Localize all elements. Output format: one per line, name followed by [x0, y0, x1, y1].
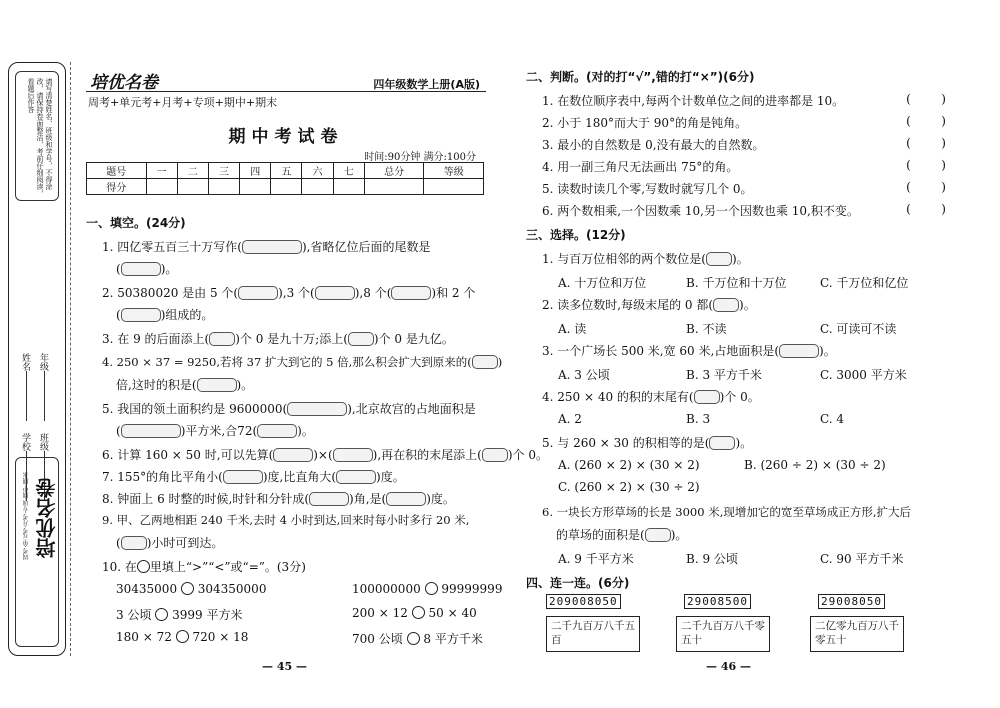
cut-line [70, 62, 71, 656]
section-title: 四、连一连。(6分) [526, 576, 630, 590]
choice-option[interactable]: B. (260 ÷ 2) × (30 ÷ 2) [744, 458, 886, 472]
choice-option[interactable]: A. 十万位和万位 [558, 276, 647, 290]
answer-blank[interactable] [287, 402, 347, 416]
choice-option[interactable]: B. 3 平方千米 [686, 368, 762, 382]
choice-option[interactable]: C. 90 平方千米 [820, 552, 904, 566]
table-cell: 一 [146, 163, 177, 179]
exam-meta: 时间:90分钟 满分:100分 [364, 152, 476, 163]
answer-blank[interactable] [482, 448, 508, 462]
section-title: 三、选择。(12分) [526, 228, 626, 242]
choice-option[interactable]: A. 2 [558, 412, 582, 426]
choice-question: 1. 与百万位相邻的两个数位是( )。 [542, 252, 749, 266]
field-grade[interactable]: 年级 [37, 353, 50, 421]
choice-option[interactable]: A. 读 [558, 322, 587, 336]
question-2: 2. 50380020 是由 5 个( ),3 个( ),8 个( )和 2 个 [102, 286, 476, 300]
compare-circle[interactable] [425, 582, 438, 595]
choice-question: 4. 250 × 40 的积的末尾有( )个 0。 [542, 390, 760, 404]
choice-option[interactable]: A. (260 × 2) × (30 × 2) [558, 458, 700, 472]
question-1: 1. 四亿零五百三十万写作( ),省略亿位后面的尾数是 [102, 240, 431, 254]
question-4-cont: 倍,这时的积是( )。 [116, 378, 254, 392]
question-9-cont: ( )小时可到达。 [116, 536, 224, 550]
judge-item: 5. 读数时读几个零,写数时就写几个 0。 ( ) [542, 180, 946, 196]
notice-box [15, 71, 59, 201]
word-box[interactable]: 二亿零九百万八千零五十 [810, 616, 904, 652]
answer-blank[interactable] [391, 286, 431, 300]
field-name[interactable]: 姓名 [19, 353, 32, 421]
answer-blank[interactable] [779, 344, 819, 358]
judge-answer[interactable]: ( ) [906, 114, 946, 128]
question-6: 6. 计算 160 × 50 时,可以先算( )×( ),再在积的末尾添上( )个 0。 [102, 448, 548, 462]
score-cell[interactable] [424, 179, 484, 195]
word-box[interactable]: 二千九百万八千零五十 [676, 616, 770, 652]
page-number: — 45 — [262, 660, 307, 673]
choice-option[interactable]: A. 9 千平方米 [558, 552, 634, 566]
answer-blank[interactable] [121, 536, 147, 550]
compare-item: 3 公顷 3999 平方米 [116, 608, 243, 622]
answer-blank[interactable] [121, 308, 161, 322]
score-cell[interactable] [146, 179, 177, 195]
notice-text: 请写清楚姓名、班级和学号，不得涂改，请保持卷面整洁，考前仔细阅读，看题后作答 [27, 78, 53, 197]
choice-option[interactable]: B. 不读 [686, 322, 727, 336]
judge-answer[interactable]: ( ) [906, 92, 946, 106]
page-number: — 46 — [706, 660, 751, 673]
table-cell: 七 [333, 163, 364, 179]
question-2-cont: ( )组成的。 [116, 308, 214, 322]
compare-item: 30435000 304350000 [116, 582, 267, 596]
choice-option[interactable]: C. 可读可不读 [820, 322, 897, 336]
judge-item: 3. 最小的自然数是 0,没有最大的自然数。 ( ) [542, 136, 946, 152]
answer-blank[interactable] [315, 286, 355, 300]
brand-sub: 周考·单元考·月考·专项·期中·期末 [23, 472, 30, 560]
judge-answer[interactable]: ( ) [906, 158, 946, 172]
answer-blank[interactable] [273, 448, 313, 462]
table-cell: 三 [208, 163, 239, 179]
answer-blank[interactable] [209, 332, 235, 346]
table-cell: 等级 [424, 163, 484, 179]
choice-option[interactable]: C. 4 [820, 412, 845, 426]
choice-question: 2. 读多位数时,每级末尾的 0 都( )。 [542, 298, 756, 312]
choice-question: 3. 一个广场长 500 米,宽 60 米,占地面积是( )。 [542, 344, 836, 358]
question-3: 3. 在 9 的后面添上( )个 0 是九十万;添上( )个 0 是九亿。 [102, 332, 454, 346]
judge-answer[interactable]: ( ) [906, 136, 946, 150]
compare-item: 100000000 99999999 [352, 582, 503, 596]
choice-option[interactable]: B. 9 公顷 [686, 552, 738, 566]
number-box[interactable]: 29008050 [818, 594, 885, 609]
score-cell[interactable] [177, 179, 208, 195]
compare-circle[interactable] [412, 606, 425, 619]
score-cell[interactable] [302, 179, 333, 195]
answer-blank[interactable] [706, 252, 732, 266]
brand-logo: 培优名卷 [35, 478, 59, 558]
table-cell: 得分 [87, 179, 147, 195]
table-cell: 五 [271, 163, 302, 179]
choice-option[interactable]: C. 3000 平方米 [820, 368, 907, 382]
choice-option[interactable]: B. 3 [686, 412, 711, 426]
number-box[interactable]: 209008050 [546, 594, 621, 609]
brand-box [15, 457, 59, 647]
score-cell[interactable] [240, 179, 271, 195]
binding-strip [8, 62, 66, 656]
section-title: 一、填空。(24分) [86, 216, 186, 230]
answer-blank[interactable] [333, 448, 373, 462]
question-9: 9. 甲、乙两地相距 240 千米,去时 4 小时到达,回来时每小时多行 20 米, [102, 513, 470, 527]
edition-label: 四年级数学上册(A版) [373, 78, 480, 91]
choice-option[interactable]: C. 千万位和亿位 [820, 276, 909, 290]
field-school[interactable]: 学校 [19, 433, 32, 501]
answer-blank[interactable] [121, 424, 181, 438]
table-cell: 二 [177, 163, 208, 179]
score-cell[interactable] [333, 179, 364, 195]
choice-question-cont: 的草场的面积是( )。 [556, 528, 688, 542]
judge-item: 1. 在数位顺序表中,每两个计数单位之间的进率都是 10。 ( ) [542, 92, 946, 108]
answer-blank[interactable] [257, 424, 297, 438]
number-box[interactable]: 29008500 [684, 594, 751, 609]
table-cell: 题号 [87, 163, 147, 179]
answer-blank[interactable] [709, 436, 735, 450]
score-table [86, 162, 484, 195]
judge-item: 6. 两个数相乘,一个因数乘 10,另一个因数也乘 10,积不变。 ( ) [542, 202, 946, 218]
question-5-cont: ( )平方米,合72( )。 [116, 424, 314, 438]
answer-blank[interactable] [223, 470, 263, 484]
judge-item: 4. 用一副三角尺无法画出 75°的角。 ( ) [542, 158, 946, 174]
score-cell[interactable] [208, 179, 239, 195]
judge-answer[interactable]: ( ) [906, 180, 946, 194]
choice-question: 6. 一块长方形草场的长是 3000 米,现增加它的宽至草场成正方形,扩大后 [542, 505, 912, 519]
question-7: 7. 155°的角比平角小( )度,比直角大( )度。 [102, 470, 405, 484]
compare-circle[interactable] [407, 632, 420, 645]
answer-blank[interactable] [336, 470, 376, 484]
table-cell: 四 [240, 163, 271, 179]
table-row [87, 163, 484, 179]
table-cell: 六 [302, 163, 333, 179]
judge-item: 2. 小于 180°而大于 90°的角是钝角。 ( ) [542, 114, 946, 130]
choice-option[interactable]: B. 千万位和十万位 [686, 276, 787, 290]
answer-blank[interactable] [472, 355, 498, 369]
page-title: 期中考试卷 [228, 127, 344, 147]
subtitle: 周考+单元考+月考+专项+期中+期末 [88, 96, 278, 109]
answer-blank[interactable] [348, 332, 374, 346]
answer-blank[interactable] [713, 298, 739, 312]
answer-blank[interactable] [309, 492, 349, 506]
choice-option[interactable]: A. 3 公顷 [558, 368, 610, 382]
answer-blank[interactable] [238, 286, 278, 300]
answer-blank[interactable] [121, 262, 161, 276]
choice-option[interactable]: C. (260 × 2) × (30 ÷ 2) [558, 480, 700, 494]
compare-circle[interactable] [181, 582, 194, 595]
judge-answer[interactable]: ( ) [906, 202, 946, 216]
compare-item: 180 × 72 720 × 18 [116, 630, 249, 644]
page-header [86, 70, 486, 92]
question-5: 5. 我国的领土面积约是 9600000( ),北京故宫的占地面积是 [102, 402, 476, 416]
compare-circle[interactable] [155, 608, 168, 621]
choice-question: 5. 与 260 × 30 的积相等的是( )。 [542, 436, 753, 450]
question-1-cont: ( )。 [116, 262, 178, 276]
answer-blank[interactable] [197, 378, 237, 392]
word-box[interactable]: 二千九百万八千五百 [546, 616, 640, 652]
field-class[interactable]: 班级 [37, 433, 50, 501]
compare-item: 700 公顷 8 平方千米 [352, 632, 483, 646]
question-8: 8. 钟面上 6 时整的时候,时针和分针成( )角,是( )度。 [102, 492, 455, 506]
circle-icon [137, 560, 150, 573]
question-4: 4. 250 × 37 = 9250,若将 37 扩大到它的 5 倍,那么积会扩大到原来的( ) [102, 355, 503, 369]
answer-blank[interactable] [242, 240, 302, 254]
answer-blank[interactable] [645, 528, 671, 542]
answer-blank[interactable] [694, 390, 720, 404]
compare-item: 200 × 12 50 × 40 [352, 606, 477, 620]
score-cell[interactable] [364, 179, 424, 195]
table-row [87, 179, 484, 195]
logo: 培优名卷 [90, 73, 158, 93]
table-cell: 总分 [364, 163, 424, 179]
answer-blank[interactable] [386, 492, 426, 506]
compare-circle[interactable] [176, 630, 189, 643]
score-cell[interactable] [271, 179, 302, 195]
section-title: 二、判断。(对的打“√”,错的打“×”)(6分) [526, 70, 755, 84]
question-10: 10. 在 里填上“>”“<”或“=”。(3分) [102, 560, 306, 574]
